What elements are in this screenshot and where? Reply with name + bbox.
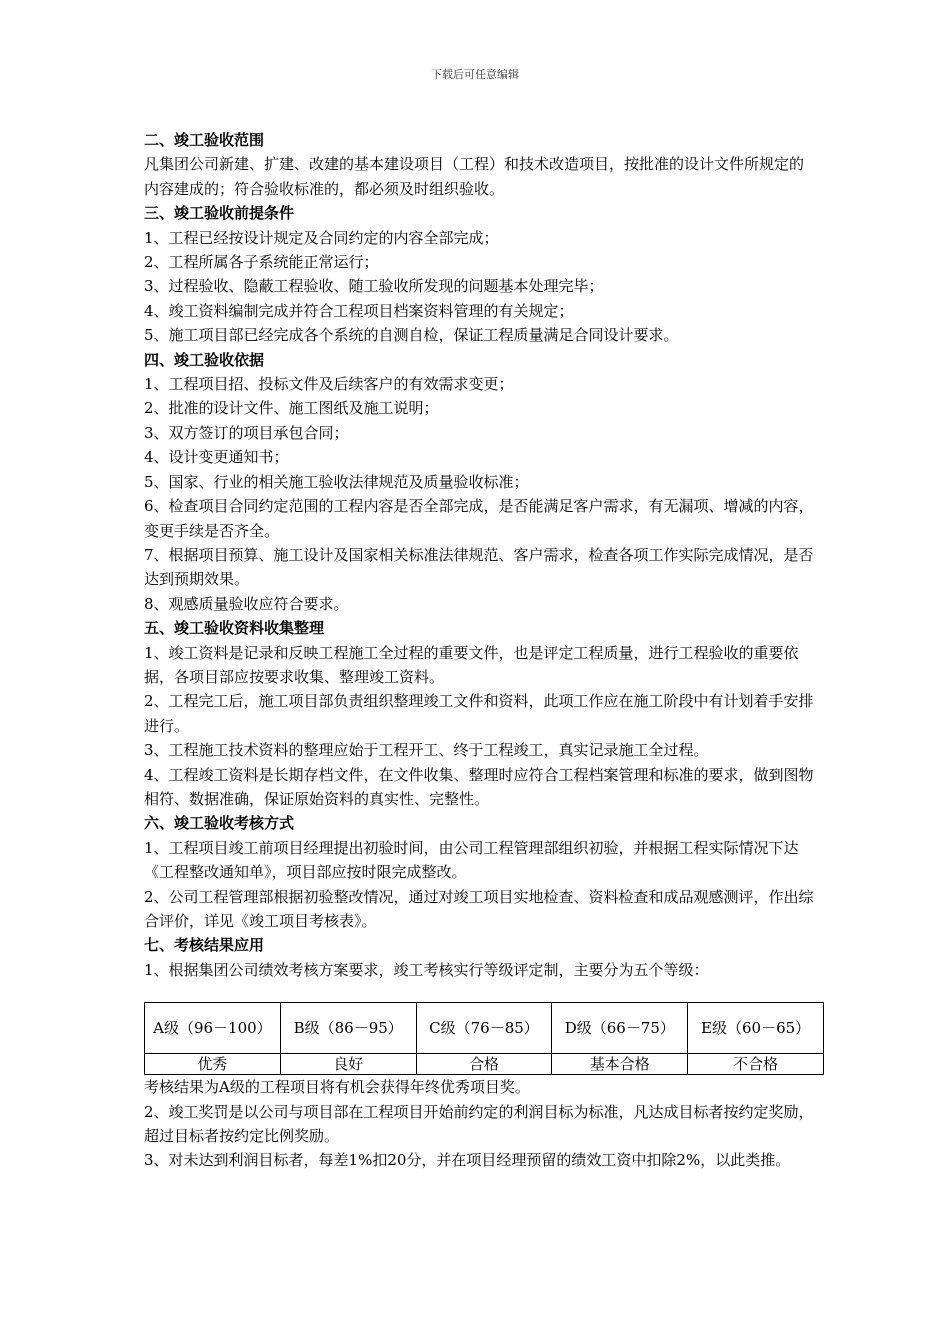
paragraph: 3、工程施工技术资料的整理应始于工程开工、终于工程竣工，真实记录施工全过程。 bbox=[144, 741, 709, 760]
paragraph: 3、对未达到利润目标者，每差1%扣20分，并在项目经理预留的绩效工资中扣除2%，以此类推。 bbox=[144, 1151, 791, 1170]
rating-cell: 基本合格 bbox=[552, 1054, 688, 1075]
paragraph: 考核结果为A级的工程项目将有机会获得年终优秀项目奖。 bbox=[144, 1078, 530, 1097]
paragraph: 2、批准的设计文件、施工图纸及施工说明； bbox=[144, 399, 439, 418]
paragraph: 2、公司工程管理部根据初验整改情况，通过对竣工项目实地检查、资料检查和成品观感测评，作出综合评价，详见《竣工项目考核表》。 bbox=[144, 887, 814, 930]
section-title: 七、考核结果应用 bbox=[144, 936, 265, 955]
paragraph: 2、工程完工后，施工项目部负责组织整理竣工文件和资料，此项工作应在施工阶段中有计划着手安排进行。 bbox=[144, 692, 814, 735]
paragraph: 1、工程项目竣工前项目经理提出初验时间，由公司工程管理部组织初验，并根据工程实际情况下达《工程整改通知单》，项目部应按时限完成整改。 bbox=[144, 838, 799, 882]
grade-cell: A级（96－100） bbox=[145, 1003, 281, 1054]
rating-cell: 优秀 bbox=[145, 1054, 281, 1075]
paragraph: 7、根据项目预算、施工设计及国家相关标准法律规范、客户需求，检查各项工作实际完成情况，是否达到预期效果。 bbox=[144, 545, 814, 589]
section-title: 三、竣工验收前提条件 bbox=[144, 204, 295, 223]
paragraph: 5、国家、行业的相关施工验收法律规范及质量验收标准； bbox=[144, 472, 529, 491]
rating-cell: 良好 bbox=[280, 1054, 416, 1075]
paragraph: 6、检查项目合同约定范围的工程内容是否全部完成，是否能满足客户需求，有无漏项、增减的内容，变更手续是否齐全。 bbox=[144, 497, 814, 540]
paragraph: 1、工程已经按设计规定及合同约定的内容全部完成； bbox=[144, 228, 499, 247]
page-header: 下载后可任意编辑 bbox=[431, 68, 519, 81]
rating-row bbox=[145, 1054, 824, 1075]
grade-cell: D级（66－75） bbox=[552, 1003, 688, 1054]
section-title: 四、竣工验收依据 bbox=[144, 350, 265, 369]
section-title: 六、竣工验收考核方式 bbox=[144, 814, 295, 833]
grade-row bbox=[145, 1003, 824, 1054]
paragraph: 1、竣工资料是记录和反映工程施工全过程的重要文件，也是评定工程质量，进行工程验收的重要依据，各项目部应按要求收集、整理竣工资料。 bbox=[144, 643, 799, 686]
paragraph: 1、根据集团公司绩效考核方案要求，竣工考核实行等级评定制，主要分为五个等级： bbox=[144, 960, 709, 979]
paragraph: 4、工程竣工资料是长期存档文件，在文件收集、整理时应符合工程档案管理和标准的要求，做到图物相符、数据准确，保证原始资料的真实性、完整性。 bbox=[144, 765, 814, 808]
paragraph: 2、竣工奖罚是以公司与项目部在工程项目开始前约定的利润目标为标准，凡达成目标者按约定奖励，超过目标者按约定比例奖励。 bbox=[144, 1102, 814, 1146]
paragraph: 凡集团公司新建、扩建、改建的基本建设项目（工程）和技术改造项目，按批准的设计文件所规定的内容建成的；符合验收标准的，都必须及时组织验收。 bbox=[144, 155, 805, 198]
paragraph: 4、竣工资料编制完成并符合工程项目档案资料管理的有关规定； bbox=[144, 301, 574, 320]
rating-cell: 合格 bbox=[416, 1054, 552, 1075]
paragraph: 4、设计变更通知书； bbox=[144, 448, 289, 467]
grade-cell: C级（76－85） bbox=[416, 1003, 552, 1054]
document-body bbox=[144, 128, 814, 1173]
section-title: 五、竣工验收资料收集整理 bbox=[144, 619, 325, 638]
grade-cell: B级（86－95） bbox=[280, 1003, 416, 1054]
grade-cell: E级（60－65） bbox=[688, 1003, 824, 1054]
paragraph: 1、工程项目招、投标文件及后续客户的有效需求变更； bbox=[144, 375, 514, 394]
paragraph: 2、工程所属各子系统能正常运行； bbox=[144, 253, 379, 272]
rating-cell: 不合格 bbox=[688, 1054, 824, 1075]
paragraph: 8、观感质量验收应符合要求。 bbox=[144, 594, 349, 613]
grade-table bbox=[144, 1002, 824, 1075]
paragraph: 5、施工项目部已经完成各个系统的自测自检，保证工程质量满足合同设计要求。 bbox=[144, 326, 679, 345]
section-title: 二、竣工验收范围 bbox=[144, 131, 265, 149]
paragraph: 3、过程验收、隐蔽工程验收、随工验收所发现的问题基本处理完毕； bbox=[144, 277, 604, 296]
paragraph: 3、双方签订的项目承包合同； bbox=[144, 423, 349, 442]
